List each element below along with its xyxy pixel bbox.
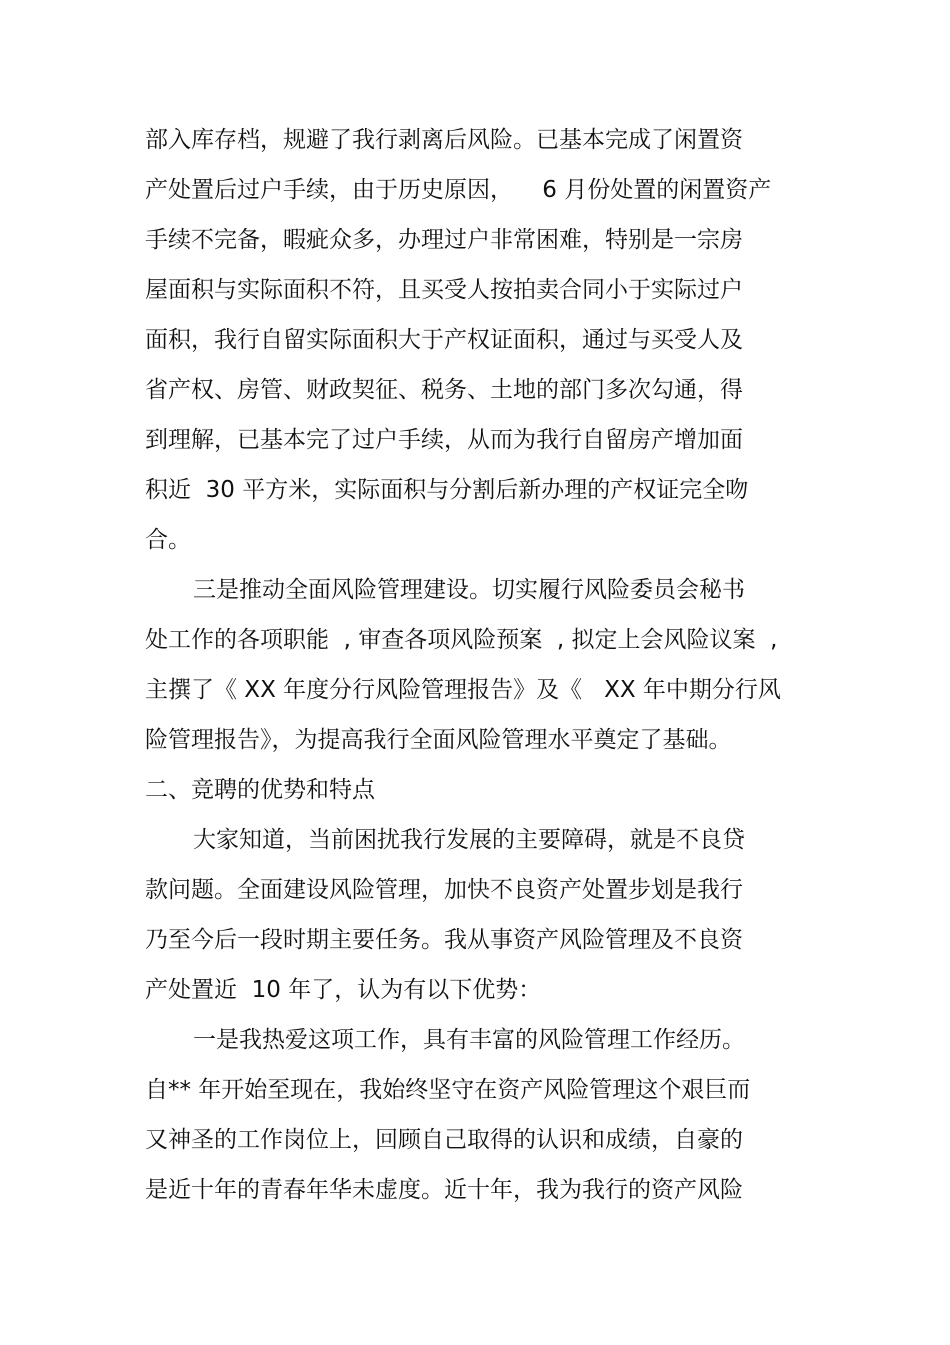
text-line: 处工作的各项职能 , 审查各项风险预案 , 拟定上会风险议案 , [145, 627, 778, 653]
text-line: 自** 年开始至现在，我始终坚守在资产风险管理这个艰巨而 [145, 1077, 751, 1103]
text-line: 屋面积与实际面积不符，且买受人按拍卖合同小于实际过户 [145, 277, 743, 303]
text-line: 是近十年的青春年华未虚度。近十年，我为我行的资产风险 [145, 1177, 743, 1203]
text-line: 险管理报告》，为提高我行全面风险管理水平奠定了基础。 [145, 727, 732, 753]
text-line: 合。 [145, 527, 191, 553]
text-line: 面积，我行自留实际面积大于产权证面积，通过与买受人及 [145, 327, 743, 353]
paragraph-first-line: 三是推动全面风险管理建设。切实履行风险委员会秘书 [193, 577, 745, 603]
section-heading: 二、竞聘的优势和特点 [145, 777, 375, 803]
text-line: 乃至今后一段时期主要任务。我从事资产风险管理及不良资 [145, 927, 743, 953]
text-line: 省产权、房管、财政契征、税务、土地的部门多次勾通，得 [145, 377, 743, 403]
paragraph-first-line: 一是我热爱这项工作，具有丰富的风险管理工作经历。 [193, 1027, 745, 1053]
text-line: 产处置近 10 年了，认为有以下优势： [145, 977, 542, 1003]
text-line: 积近 30 平方米，实际面积与分割后新办理的产权证完全吻 [145, 477, 749, 503]
text-line: 款问题。全面建设风险管理，加快不良资产处置步划是我行 [145, 877, 743, 903]
paragraph-first-line: 大家知道，当前困扰我行发展的主要障碍，就是不良贷 [193, 827, 745, 853]
text-line: 到理解，已基本完了过户手续，从而为我行自留房产增加面 [145, 427, 743, 453]
text-line: 部入库存档，规避了我行剥离后风险。已基本完成了闲置资 [145, 127, 743, 153]
text-line: 主撰了《 XX 年度分行风险管理报告》及《 XX 年中期分行风 [145, 677, 781, 703]
text-line: 手续不完备，暇疵众多，办理过户非常困难，特别是一宗房 [145, 227, 743, 253]
text-line: 又神圣的工作岗位上，回顾自己取得的认识和成绩，自豪的 [145, 1127, 743, 1153]
text-line: 产处置后过户手续，由于历史原因， 6 月份处置的闲置资产 [145, 177, 772, 203]
